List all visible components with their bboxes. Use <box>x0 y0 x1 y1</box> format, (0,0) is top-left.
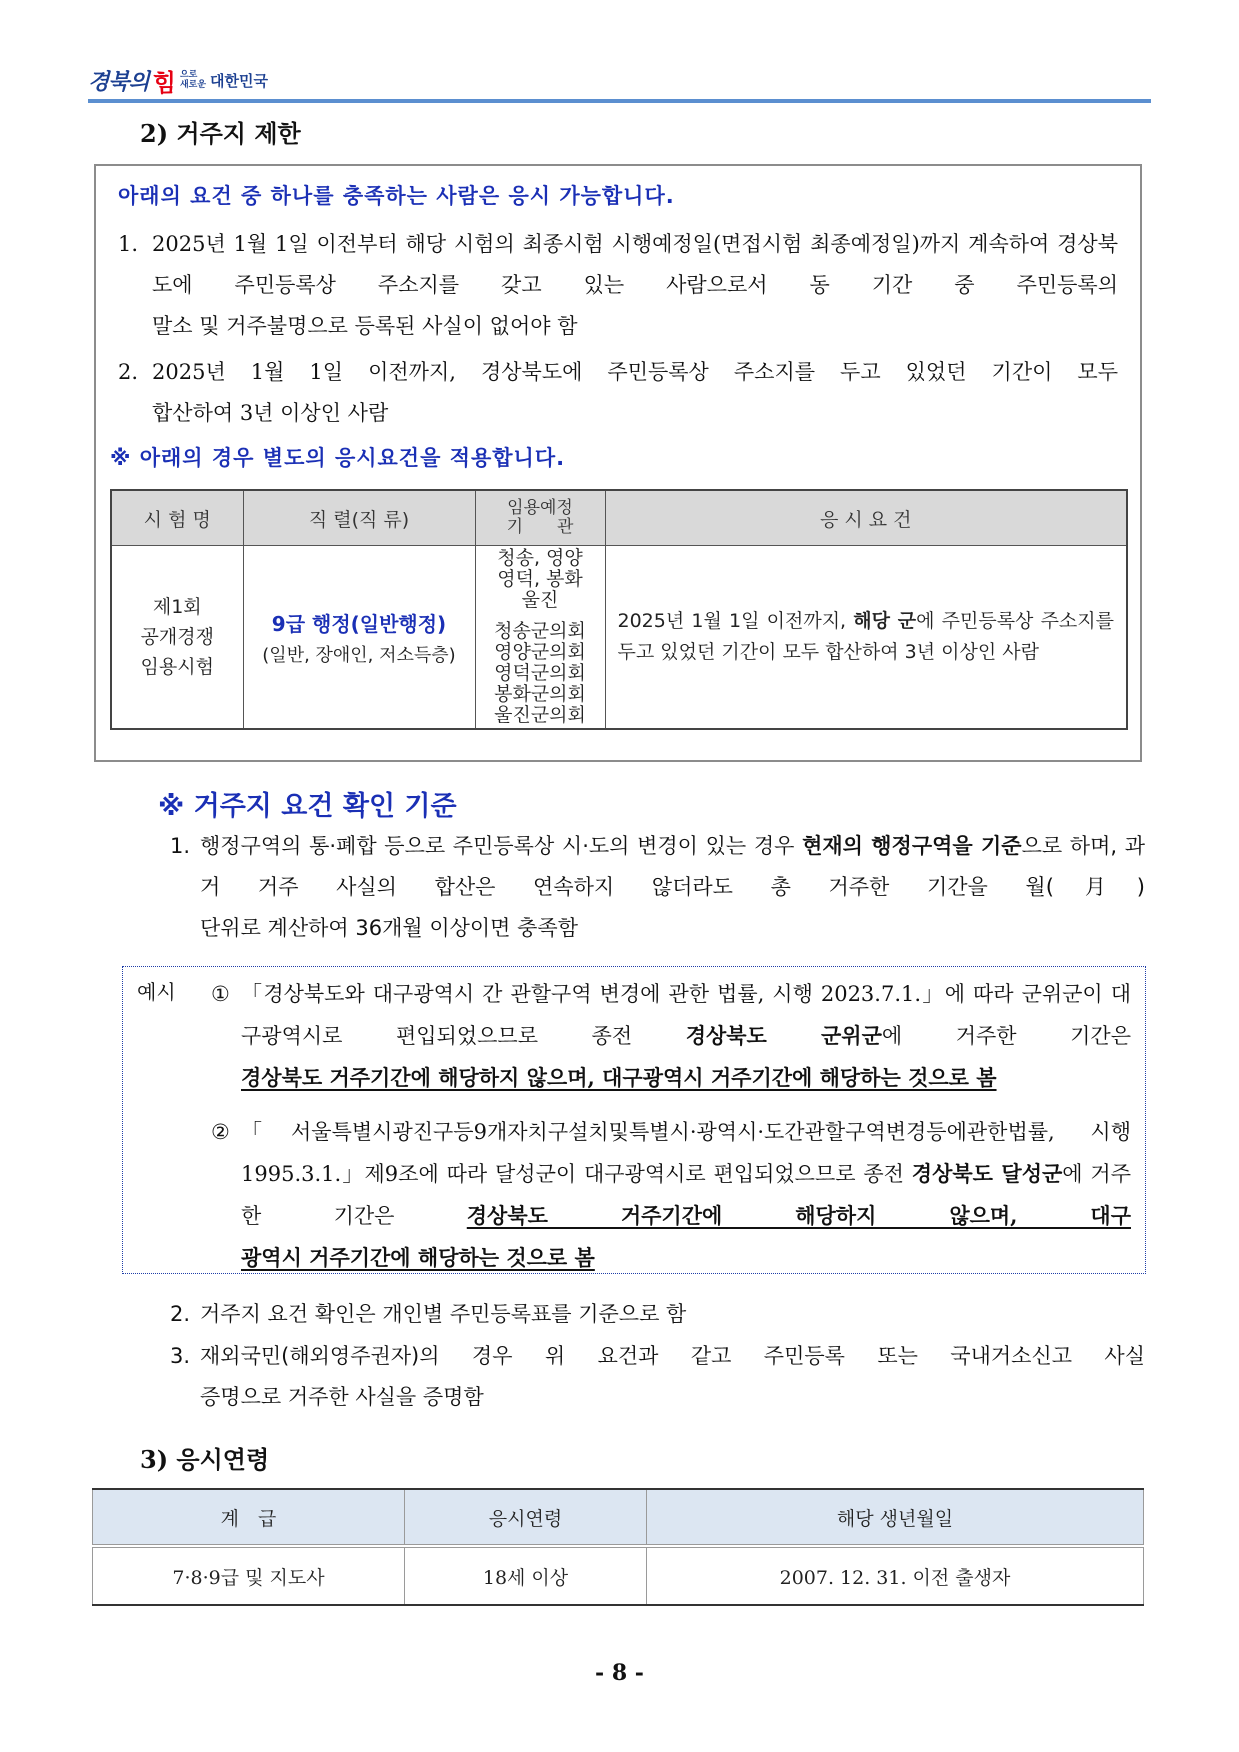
item-number: 3. <box>170 1344 191 1368</box>
example-mark: ② <box>211 1120 230 1144</box>
header-agency: 임용예정 기 관 <box>475 490 605 546</box>
check-item-3 <box>170 1336 1145 1418</box>
example-mark: ① <box>211 982 230 1006</box>
condition-number: 1. <box>118 232 139 256</box>
item-bold: 현재의 행정구역을 기준 <box>802 834 1022 858</box>
table-row <box>93 1548 1144 1606</box>
item-number: 2. <box>170 1302 191 1326</box>
header-requirement: 응 시 요 건 <box>605 490 1127 546</box>
example-line: 에 거주한 기간은 <box>241 1162 1131 1228</box>
cell-grade: 7·8·9급 및 지도사 <box>93 1548 405 1606</box>
item-text: 행정구역의 통·폐합 등으로 주민등록상 시·도의 변경이 있는 경우 <box>200 834 803 858</box>
header-job: 직 렬(직 류) <box>243 490 475 546</box>
check-item-1 <box>170 826 1145 949</box>
logo-small-group <box>180 70 206 90</box>
agency: 울진 <box>521 589 559 611</box>
residence-requirement-box <box>94 164 1142 762</box>
header-age: 응시연령 <box>405 1489 647 1545</box>
agency: 청송군의회 <box>494 620 586 642</box>
example-item-2 <box>211 1112 1131 1278</box>
example-label: 예시 <box>137 980 176 1004</box>
logo-big-text: 대한민국 <box>210 71 269 90</box>
req-text: 2025년 1월 1일 이전까지, <box>617 610 854 632</box>
agency: 울진군의회 <box>494 704 586 726</box>
header-birthdate: 해당 생년월일 <box>647 1489 1144 1545</box>
section-title-age: 3) 응시연령 <box>140 1445 270 1474</box>
agency: 영양군의회 <box>494 641 586 663</box>
logo-small-2: 새로운 <box>179 80 207 90</box>
example-line: 에 거주한 기간은 <box>881 1024 1132 1048</box>
example-bold: 경상북도 군위군 <box>685 1023 882 1048</box>
example-line: 시행 1995.3.1.」제9조에 따라 달성군이 대구광역시로 편입되었으므로 종전 <box>241 1120 1131 1186</box>
table-row <box>111 546 1127 730</box>
example-bold: 경상북도 달성군 <box>911 1161 1063 1186</box>
item-text: 거주지 요건 확인은 개인별 주민등록표를 기준으로 함 <box>200 1302 687 1326</box>
item-text-post: 으로 하며, 과거 거주 사실의 합산은 연속하지 않더라도 총 거주한 기간을 월(月) <box>200 834 1145 899</box>
header-logo <box>88 60 268 100</box>
agency: 영덕군의회 <box>494 662 586 684</box>
cell-age: 18세 이상 <box>405 1548 647 1606</box>
cell-requirement <box>605 546 1127 730</box>
exam-line: 제1회 <box>152 596 202 618</box>
example-line: 「경상북도와 대구광역시 간 관할구역 변경에 관한 법률, 시행 2023.7.1.」에 따라 <box>241 982 1014 1006</box>
job-sub: (일반, 장애인, 저소득층) <box>262 644 456 666</box>
condition-number: 2. <box>118 360 139 384</box>
item-text-last: 증명으로 거주한 사실을 증명함 <box>200 1385 484 1409</box>
example-line: 군위군이 대구광역시로 편입되었으므로 종전 <box>241 982 1131 1048</box>
special-note: ※ 아래의 경우 별도의 응시요건을 적용합니다. <box>110 446 566 470</box>
item-text: 재외국민(해외영주권자)의 경우 위 요건과 같고 주민등록 또는 국내거소신고 사실 <box>200 1344 1145 1368</box>
req-bold: 해당 군 <box>853 610 917 632</box>
condition-text-last: 말소 및 거주불명으로 등록된 사실이 없어야 함 <box>152 314 578 338</box>
example-underline: 경상북도 거주기간에 해당하지 않으며, 대구 <box>466 1203 1131 1228</box>
logo-mark: 힘 <box>152 68 176 97</box>
header-exam: 시 험 명 <box>111 490 243 546</box>
table-header-row <box>111 490 1127 546</box>
cell-agencies <box>475 546 605 730</box>
exam-line: 공개경쟁 <box>140 626 214 648</box>
example-box <box>122 966 1146 1274</box>
logo-small-1: 으로 <box>179 70 198 80</box>
example-item-1 <box>211 974 1131 1098</box>
cell-exam <box>111 546 243 730</box>
item-text-last: 단위로 계산하여 36개월 이상이면 충족함 <box>200 916 578 940</box>
residence-check-title: ※ 거주지 요건 확인 기준 <box>158 791 457 822</box>
req-text-post: 에 주민등록상 주소지를 두고 있었던 기간이 모두 합산하여 3년 이상인 사람 <box>617 610 1114 663</box>
cell-birthdate: 2007. 12. 31. 이전 출생자 <box>647 1548 1144 1606</box>
agency: 봉화군의회 <box>494 683 586 705</box>
requirement-lead: 아래의 요건 중 하나를 충족하는 사람은 응시 가능합니다. <box>118 184 675 208</box>
example-underline: 경상북도 거주기간에 해당하지 않으며, 대구광역시 거주기간에 해당하는 것으로 봄 <box>241 1065 997 1090</box>
example-underline: 광역시 거주기간에 해당하는 것으로 봄 <box>241 1245 595 1270</box>
check-item-2 <box>170 1294 1145 1335</box>
logo-brush-text: 경북의 <box>88 69 149 95</box>
job-main: 9급 행정(일반행정) <box>271 611 447 636</box>
page-number: - 8 - <box>595 1660 644 1686</box>
header-divider <box>88 99 1151 103</box>
table-header-row <box>93 1489 1144 1545</box>
section-title-residence: 2) 거주지 제한 <box>140 119 301 148</box>
condition-text: 2025년 1월 1일 이전까지, 경상북도에 주민등록상 주소지를 두고 있었던 기간이 모두 <box>152 360 1118 384</box>
agency: 청송, 영양 <box>497 547 583 569</box>
header-grade: 계 급 <box>93 1489 405 1545</box>
example-line: 「서울특별시광진구등9개자치구설치및특별시·광역시·도간관할구역변경등에관한법률, <box>241 1120 1055 1144</box>
cell-job <box>243 546 475 730</box>
special-requirement-table <box>110 489 1128 730</box>
condition-text-last: 합산하여 3년 이상인 사람 <box>152 401 389 425</box>
item-number: 1. <box>170 834 191 858</box>
agency: 영덕, 봉화 <box>497 568 583 590</box>
condition-text: 2025년 1월 1일 이전부터 해당 시험의 최종시험 시행예정일(면접시험 최종예정일)까지 계속하여 경상북도에 주민등록상 주소지를 갖고 있는 사람으로서 동 기간 중 주민등록의 <box>152 232 1118 297</box>
condition-item-2 <box>118 352 1118 434</box>
age-table <box>92 1488 1144 1606</box>
exam-line: 임용시험 <box>140 656 214 678</box>
condition-item-1 <box>118 224 1118 347</box>
